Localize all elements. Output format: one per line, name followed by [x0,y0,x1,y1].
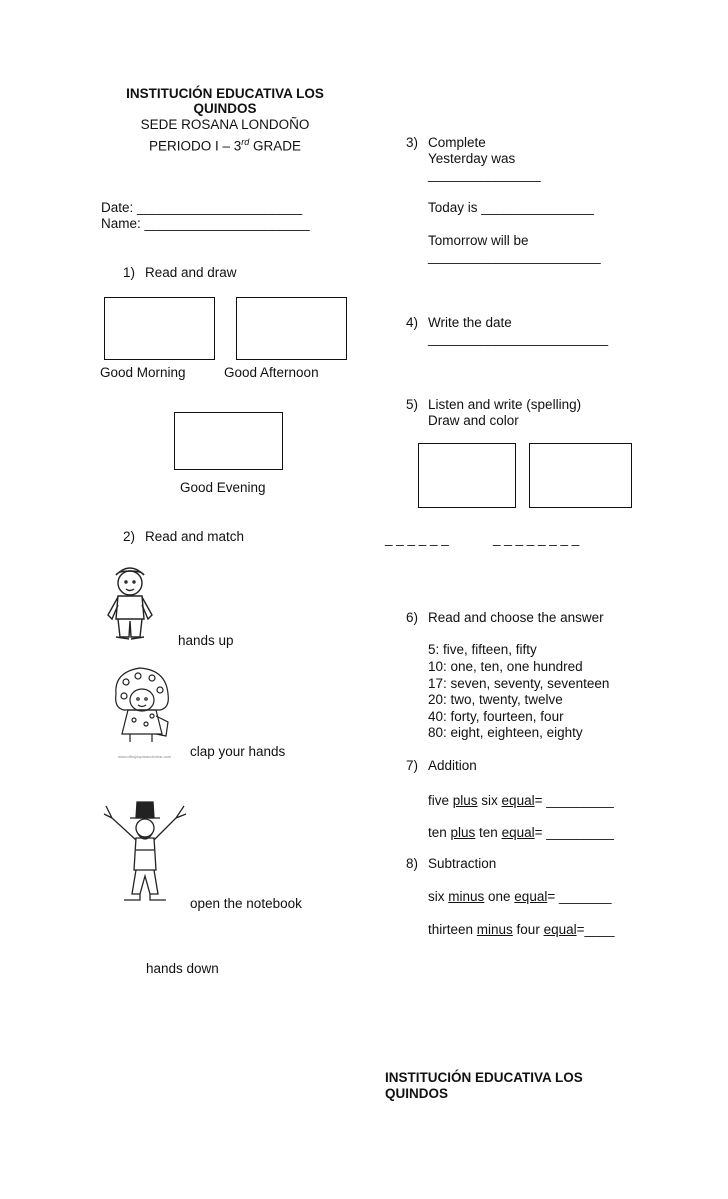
q2-title: Read and match [145,529,245,544]
match-clap-your-hands[interactable]: clap your hands [190,744,286,759]
name-field[interactable]: Name: ______________________ [101,216,310,231]
q7-number: 7) [406,758,419,773]
equal-word: equal [501,825,535,840]
draw-box-spelling-2[interactable] [529,443,632,508]
subtraction-line-2[interactable] [428,922,615,938]
q7-title: Addition [428,758,477,773]
q5-title: Listen and write (spelling) [428,397,582,412]
q4-number: 4) [406,315,419,330]
operand: ten [428,825,451,840]
answer-blank[interactable]: = _______ [547,889,612,904]
date-field[interactable]: Date: ______________________ [101,200,303,215]
grade-text: GRADE [249,138,302,154]
option-80[interactable]: 80: eight, eighteen, eighty [428,725,583,740]
operator-word: plus [452,793,478,808]
leprechaun-illustration [102,796,188,910]
label-good-afternoon: Good Afternoon [224,365,319,380]
q4-title: Write the date [428,315,512,330]
label-good-morning: Good Morning [100,365,186,380]
sede-name: SEDE ROSANA LONDOÑO [140,117,310,132]
operand: one [484,889,515,904]
answer-blank[interactable]: = _________ [534,793,614,808]
option-17[interactable]: 17: seven, seventy, seventeen [428,676,610,691]
q8-title: Subtraction [428,856,497,871]
q6-number: 6) [406,610,419,625]
school-name-line1: INSTITUCIÓN EDUCATIVA LOS [126,86,324,101]
girl-illustration [110,664,174,748]
operand: ten [475,825,502,840]
periodo-superscript: rd [241,137,250,147]
q6-title: Read and choose the answer [428,610,604,625]
equal-word: equal [501,793,535,808]
q8-number: 8) [406,856,419,871]
q5-number: 5) [406,397,419,412]
operand: six [428,889,449,904]
q3-title: Complete [428,135,486,150]
spelling-blank-1[interactable]: _ _ _ _ _ _ [385,531,449,546]
addition-line-1[interactable] [428,793,614,809]
subtraction-line-1[interactable] [428,889,612,905]
operand: thirteen [428,922,477,937]
draw-box-spelling-1[interactable] [418,443,516,508]
match-hands-down[interactable]: hands down [146,961,219,976]
periodo-line [100,134,350,155]
q3-number: 3) [406,135,419,150]
yesterday-blank[interactable]: _______________ [428,167,541,182]
option-20[interactable]: 20: two, twenty, twelve [428,692,563,707]
option-10[interactable]: 10: one, ten, one hundred [428,659,583,674]
tomorrow-blank[interactable]: _______________________ [428,249,601,264]
school-name-line2: QUINDOS [193,101,257,116]
answer-blank[interactable]: = _________ [534,825,614,840]
addition-line-2[interactable] [428,825,614,841]
draw-box-good-afternoon[interactable] [236,297,347,360]
q1-title: Read and draw [145,265,237,280]
operator-word: minus [448,889,485,904]
q2-number: 2) [123,529,136,544]
option-5[interactable]: 5: five, fifteen, fifty [428,642,537,657]
option-40[interactable]: 40: forty, fourteen, four [428,709,564,724]
spelling-blank-2[interactable]: _ _ _ _ _ _ _ _ [493,531,580,546]
draw-box-good-evening[interactable] [174,412,283,470]
footer-school-line2: QUINDOS [385,1086,449,1101]
operator-word: minus [476,922,513,937]
operand: six [477,793,502,808]
tomorrow-label: Tomorrow will be [428,233,529,248]
operand: four [512,922,544,937]
yesterday-label: Yesterday was [428,151,516,166]
equal-word: equal [543,922,577,937]
draw-box-good-morning[interactable] [104,297,215,360]
today-field[interactable]: Today is _______________ [428,200,594,215]
operand: five [428,793,453,808]
date-blank[interactable]: ________________________ [428,331,609,346]
q5-subtitle: Draw and color [428,413,519,428]
label-good-evening: Good Evening [180,480,266,495]
footer-school-line1: INSTITUCIÓN EDUCATIVA LOS [385,1070,583,1085]
periodo-text: PERIODO I – 3 [148,138,242,154]
match-open-the-notebook[interactable]: open the notebook [190,896,302,911]
boy-illustration [102,563,158,643]
q1-number: 1) [123,265,136,280]
answer-blank[interactable]: =____ [576,922,615,937]
equal-word: equal [514,889,548,904]
operator-word: plus [450,825,476,840]
match-hands-up[interactable]: hands up [178,633,234,648]
image-watermark: www.dibujosparacolorear.com [118,754,172,759]
